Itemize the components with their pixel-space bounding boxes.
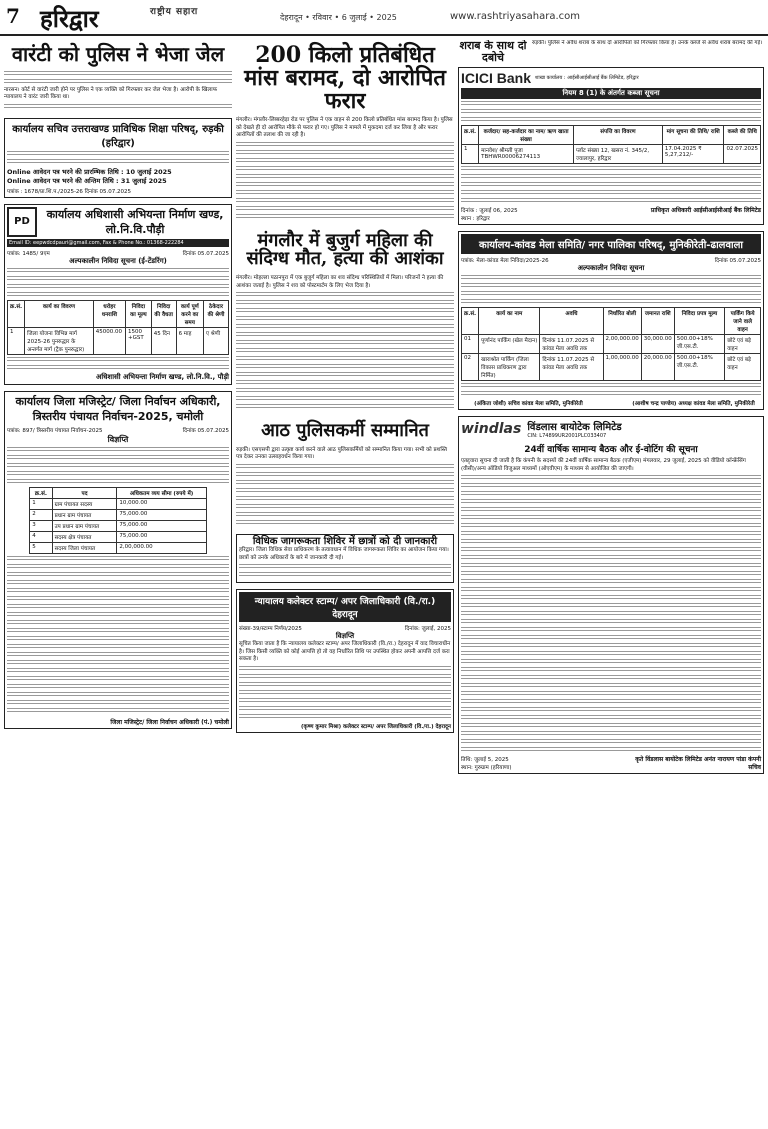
election-td: 5 — [30, 542, 52, 553]
kanwar-date: दिनांक 05.07.2025 — [714, 258, 761, 265]
windlas-ad — [458, 416, 764, 774]
table-row — [30, 542, 207, 553]
table-row — [462, 335, 761, 354]
pwd-td: 45 दिन — [151, 327, 176, 354]
kanwar-td: 30,000.00 — [641, 335, 674, 354]
icici-td: मानवेश/ श्रीमती पूजा TBHWR00006274113 — [479, 145, 574, 164]
pwd-table — [7, 300, 229, 355]
election-signature: जिला मजिस्ट्रेट/ जिला निर्वाचन अधिकारी (पं.) चमोली — [110, 718, 229, 726]
collector-ref: संख्या-39/स्टाम्प निर्णय/2025 — [239, 626, 302, 633]
kanwar-th: पार्किंग किये जाने वाले वाहन — [725, 308, 761, 335]
election-th: अधिकतम व्यय सीमा (रुपये में) — [117, 487, 206, 498]
kanwar-table — [461, 307, 761, 381]
election-td: सदस्य क्षेत्र पंचायत — [52, 531, 117, 542]
tech-council-title: कार्यालय सचिव उत्तराखण्ड प्राविधिक शिक्षा परिषद्, रुड़की (हरिद्वार) — [12, 123, 224, 149]
collector-ad — [236, 589, 454, 732]
pwd-td: 1 — [8, 327, 25, 354]
election-td: 2,00,000.00 — [117, 542, 206, 553]
icici-date: दिनांक : जुलाई 06, 2025 — [461, 208, 518, 215]
windlas-body: एतद्द्वारा सूचना दी जाती है कि कंपनी के सदस्यों की 24वीं वार्षिक सामान्य बैठक (एजीएम) मंगलवार, 29 जुलाई, 2025 को वीडियो कॉन्फ्रेंसिंग (वीसी)/अन्य ऑडियो विजुअल माध्यमों (ओएवीएम) के माध्यम से आयोजित की जाएगी। — [461, 458, 746, 472]
table-row — [30, 531, 207, 542]
kanwar-td: छोटे एवं बड़े वाहन — [725, 335, 761, 354]
election-date: दिनांक 05.07.2025 — [182, 427, 229, 434]
right-column — [458, 40, 764, 1125]
story2-headline: 200 किलो प्रतिबंधित मांस बरामद, दो आरोपित फरार — [244, 42, 446, 115]
icici-place: स्थान : हरिद्वार — [461, 216, 490, 223]
pwd-th: ठेकेदार की श्रेणी — [204, 300, 229, 327]
kanwar-td: 500.00+18% जी.एस.टी. — [674, 335, 724, 354]
pwd-ref: पत्रांक: 1485/ 9एम — [7, 250, 50, 257]
icici-td: प्लॉट संख्या 12, खसरा नं. 345/2, ज्वालापुर, हरिद्वार — [574, 145, 663, 164]
election-td: 10,000.00 — [117, 498, 206, 509]
story5-headline: विधिक जागरूकता शिविर में छात्रों को दी जानकारी — [252, 535, 438, 547]
tech-council-end: Online आवेदन पत्र भरने की अन्तिम तिथि : 31 जुलाई 2025 — [7, 176, 167, 185]
pwd-th: कार्य पूर्ण करने का समय — [176, 300, 203, 327]
election-td: प्रधान ग्राम पंचायत — [52, 509, 117, 520]
masthead — [0, 0, 768, 36]
election-td: 75,000.00 — [117, 531, 206, 542]
kanwar-td: 1,00,000.00 — [603, 354, 641, 381]
icici-th: संपत्ति का विवरण — [574, 126, 663, 145]
windlas-heading: 24वीं वार्षिक सामान्य बैठक और ई-वोटिंग की सूचना — [524, 445, 698, 456]
election-td: 75,000.00 — [117, 509, 206, 520]
pwd-th: क्र.सं. — [8, 300, 25, 327]
windlas-signature: कृते विंडलास बायोटेक लिमिटेड अनंत नारायण पांडा कंपनी सचिव — [635, 755, 761, 771]
pwd-td: 1500 +GST — [125, 327, 151, 354]
icici-th: मांग सूचना की तिथि/ राशि — [662, 126, 724, 145]
icici-table — [461, 125, 761, 164]
story3-headline: मंगलौर में बुजुर्ग महिला की संदिग्ध मौत, हत्या की आशंका — [246, 229, 444, 270]
collector-date: दिनांक: जुलाई, 2025 — [404, 626, 451, 633]
pwd-td: ए श्रेणी — [204, 327, 229, 354]
kanwar-td: पूर्णानंद पार्किंग (खेल मैदान) — [479, 335, 540, 354]
election-td: 3 — [30, 520, 52, 531]
icici-th: क्र.सं. — [462, 126, 479, 145]
kanwar-td: 500.00+18% जी.एस.टी. — [674, 354, 724, 381]
icici-branch: शाखा कार्यालय : आईसीआईसीआई बैंक लिमिटेड, हरिद्वार — [535, 75, 639, 82]
page-number: 7 — [6, 4, 20, 28]
election-td: उप प्रधान ग्राम पंचायत — [52, 520, 117, 531]
middle-column — [236, 40, 454, 1125]
icici-td: 17.04.2025 ₹ 5,27,212/- — [662, 145, 724, 164]
collector-body: सूचित किया जाता है कि न्यायालय कलेक्टर स्टाम्प/ अपर जिलाधिकारी (वि./रा.) देहरादून में वाद विचाराधीन है। जिस किसी व्यक्ति को कोई आपत्ति हो तो वह निर्धारित तिथि पर उपस्थित होकर अपनी आपत्ति दर्ज करा सकता है। — [239, 641, 451, 663]
kanwar-th: कार्य का नाम — [479, 308, 540, 335]
windlas-place: स्थान: गुरुग्राम (हरियाणा) — [461, 764, 512, 771]
election-td: 1 — [30, 498, 52, 509]
pwd-td: 45000.00 — [93, 327, 125, 354]
story5-box — [236, 534, 454, 583]
pwd-date: दिनांक 05.07.2025 — [182, 250, 229, 257]
icici-logo-icon: ICICI Bank — [461, 70, 532, 87]
kanwar-td: छोटे एवं बड़े वाहन — [725, 354, 761, 381]
tech-council-ref: पत्रांक : 1678/प्रा.शि.प./2025-26 दिनांक 05.07.2025 — [7, 188, 131, 195]
pwd-th: निविदा की वैधता — [151, 300, 176, 327]
kanwar-th: अवधि — [540, 308, 603, 335]
kanwar-td: दिनांक 11.07.2025 से कांवड मेला अवधि तक — [540, 335, 603, 354]
election-title: कार्यालय जिला मजिस्ट्रेट/ जिला निर्वाचन अधिकारी, त्रिस्तरीय पंचायत निर्वाचन-2025, चमोली — [15, 394, 221, 423]
pwd-contact: Email ID: eepwdcdpauri@gmail.com, Fax & Phone No.: 01368-222284 — [7, 239, 229, 247]
pwd-title: कार्यालय अधिशासी अभियन्ता निर्माण खण्ड, लो.नि.वि.पौड़ी — [46, 207, 224, 236]
icici-signature: प्राधिकृत अधिकारी आईसीआईसीआई बैंक लिमिटेड — [650, 207, 761, 215]
windlas-logo-icon: windlas — [461, 421, 522, 438]
collector-title: न्यायालय कलेक्टर स्टाम्प/ अपर जिलाधिकारी (वि./रा.) देहरादून — [239, 592, 451, 622]
icici-th: कर्जदार/ सह-कर्जदार का नाम/ ऋण खाता संख्या — [479, 126, 574, 145]
story5-body: हरिद्वार। जिला विधिक सेवा प्राधिकरण के तत्वावधान में विधिक जागरूकता शिविर का आयोजन किया गया। छात्रों को उनके अधिकारों के बारे में जानकारी दी गई। — [239, 547, 449, 561]
election-td: ग्राम पंचायत सदस्य — [52, 498, 117, 509]
kanwar-td: दिनांक 11.07.2025 से कांवड मेला अवधि तक — [540, 354, 603, 381]
kanwar-ref: पत्रांक: मेला-कांवड मेला निविदा/2025-26 — [461, 258, 549, 265]
election-td: 2 — [30, 509, 52, 520]
icici-title: नियम 8 (1) के अंतर्गत कब्जा सूचना — [461, 88, 761, 99]
pwd-td: 6 माह — [176, 327, 203, 354]
pwd-signature: अधिशासी अभियन्ता निर्माण खण्ड, लो.नि.वि., पौड़ी — [95, 372, 229, 381]
icici-ad — [458, 67, 764, 225]
sharab-story — [458, 40, 764, 63]
kanwar-th: जमानत राशि — [641, 308, 674, 335]
kanwar-signature-1: (अंकिता जोशी) सचिव कांवड मेला समिति, मुनिकीरेती — [474, 401, 583, 408]
issue-info: देहरादून • रविवार • 6 जुलाई • 2025 — [280, 13, 397, 22]
election-td: 75,000.00 — [117, 520, 206, 531]
collector-heading: विज्ञप्ति — [335, 632, 355, 641]
pwd-th: निविदा का मूल्य — [125, 300, 151, 327]
election-heading: विज्ञप्ति — [107, 434, 129, 444]
story1-body: नारसन। कोर्ट से वारंटी जारी होने पर पुलिस ने एक व्यक्ति को गिरफ्तार कर जेल भेजा है। आरोपी के खिलाफ न्यायालय ने वारंट जारी किया था। — [4, 87, 217, 101]
election-td: सदस्य जिला पंचायत — [52, 542, 117, 553]
story3-body: मंगलौर। मोहल्ला पठानपुरा में एक बुजुर्ग महिला का शव संदिग्ध परिस्थितियों में मिला। परिजनों ने हत्या की आशंका जताई है। पुलिस ने शव को पोस्टमार्टम के लिए भेज दिया है। — [236, 275, 444, 289]
kanwar-th: क्र.सं. — [462, 308, 479, 335]
election-ref: पत्रांक: 897/ त्रिस्तरीय पंचायत निर्वाचन-2025 — [7, 427, 103, 434]
tech-council-ad — [4, 118, 232, 198]
story1-headline: वारंटी को पुलिस ने भेजा जेल — [11, 42, 225, 66]
story2-body: मंगलौर। मंगलौर-लिब्बरहेड़ा रोड पर पुलिस ने एक वाहन से 200 किलो प्रतिबंधित मांस बरामद किया है। पुलिस को देखते ही दो आरोपित मौके से फरार हो गए। पुलिस ने मामले में मुकदमा दर्ज कर लिया है और फरार आरोपितों की तलाश की जा रही है। — [236, 117, 453, 139]
table-row — [30, 509, 207, 520]
kanwar-th: निविदा प्रपत्र मूल्य — [674, 308, 724, 335]
election-th: पद — [52, 487, 117, 498]
paper-name: राष्ट्रीय सहारा — [150, 7, 199, 17]
left-column — [4, 40, 232, 1125]
pwd-th: धरोहर धनराशि — [93, 300, 125, 327]
table-row — [8, 327, 229, 354]
pwd-td: जिला योजना विभिन्न मार्ग 2025-26 पुनरुद्धार के अन्तर्गत मार्ग (ट्रैक पुनरुद्धार) — [25, 327, 94, 354]
election-table — [29, 487, 207, 554]
kanwar-td: 01 — [462, 335, 479, 354]
windlas-cin: CIN: L74899UR2001PLC033407 — [527, 433, 607, 440]
table-row — [30, 520, 207, 531]
table-row — [30, 498, 207, 509]
kanwar-td: 20,000.00 — [641, 354, 674, 381]
tech-council-start: Online आवेदन पत्र भरने की प्रारम्भिक तिथि : 10 जुलाई 2025 — [7, 167, 172, 176]
icici-td: 1 — [462, 145, 479, 164]
kanwar-signature-2: (आशीष चन्द्र पाण्डेय) अध्यक्ष कांवड मेला समिति, मुनिकीरेती — [632, 401, 755, 408]
pwd-tender-ad — [4, 204, 232, 385]
kanwar-td: 2,00,000.00 — [603, 335, 641, 354]
section-title: हरिद्वार — [40, 4, 99, 33]
collector-signature: (कृष्ण कुमार मिश्रा) कलेक्टर स्टाम्प/ अपर जिलाधिकारी (वि./रा.) देहरादून — [301, 723, 451, 730]
windlas-company: विंडलास बायोटेक लिमिटेड — [527, 422, 622, 434]
kanwar-ad — [458, 231, 764, 410]
election-td: 4 — [30, 531, 52, 542]
site-url[interactable]: www.rashtriyasahara.com — [450, 11, 581, 22]
kanwar-td: 02 — [462, 354, 479, 381]
pwd-subtitle: अल्पकालीन निविदा सूचना (ई-टेंडरिंग) — [69, 256, 167, 265]
kanwar-th: निर्धारित बोली — [603, 308, 641, 335]
icici-td: 02.07.2025 — [724, 145, 761, 164]
pwd-th: कार्य का विवरण — [25, 300, 94, 327]
sharab-body: रुड़की। पुलिस ने अवैध शराब के साथ दो आरोपितों को गिरफ्तार किया है। उनके कब्जे से अवैध शराब बरामद की गई। — [532, 40, 763, 46]
election-th: क्र.सं. — [30, 487, 52, 498]
kanwar-title: कार्यालय-कांवड मेला समिति/ नगर पालिका परिषद्, मुनिकीरेती-ढालवाला — [461, 234, 761, 254]
sharab-headline: शराब के साथ दो दबोचे — [459, 40, 527, 64]
election-ad — [4, 391, 232, 729]
table-row — [462, 145, 761, 164]
kanwar-td: खाराश्रोत पार्किंग (जिला विकास प्राधिकरण द्वारा निर्मित) — [479, 354, 540, 381]
story4-headline: आठ पुलिसकर्मी सम्मानित — [261, 420, 429, 442]
windlas-date: तिथि: जुलाई 5, 2025 — [461, 756, 509, 763]
story4-body: रुड़की। एसएसपी द्वारा उत्कृष्ट कार्य करने वाले आठ पुलिसकर्मियों को सम्मानित किया गया। सभी को प्रशस्ति पत्र देकर उनका उत्साहवर्धन किया गया। — [236, 447, 448, 461]
icici-th: कब्जे की तिथि — [724, 126, 761, 145]
pwd-logo-icon: PD — [7, 207, 37, 237]
table-row — [462, 354, 761, 381]
kanwar-subtitle: अल्पकालीन निविदा सूचना — [577, 264, 645, 273]
